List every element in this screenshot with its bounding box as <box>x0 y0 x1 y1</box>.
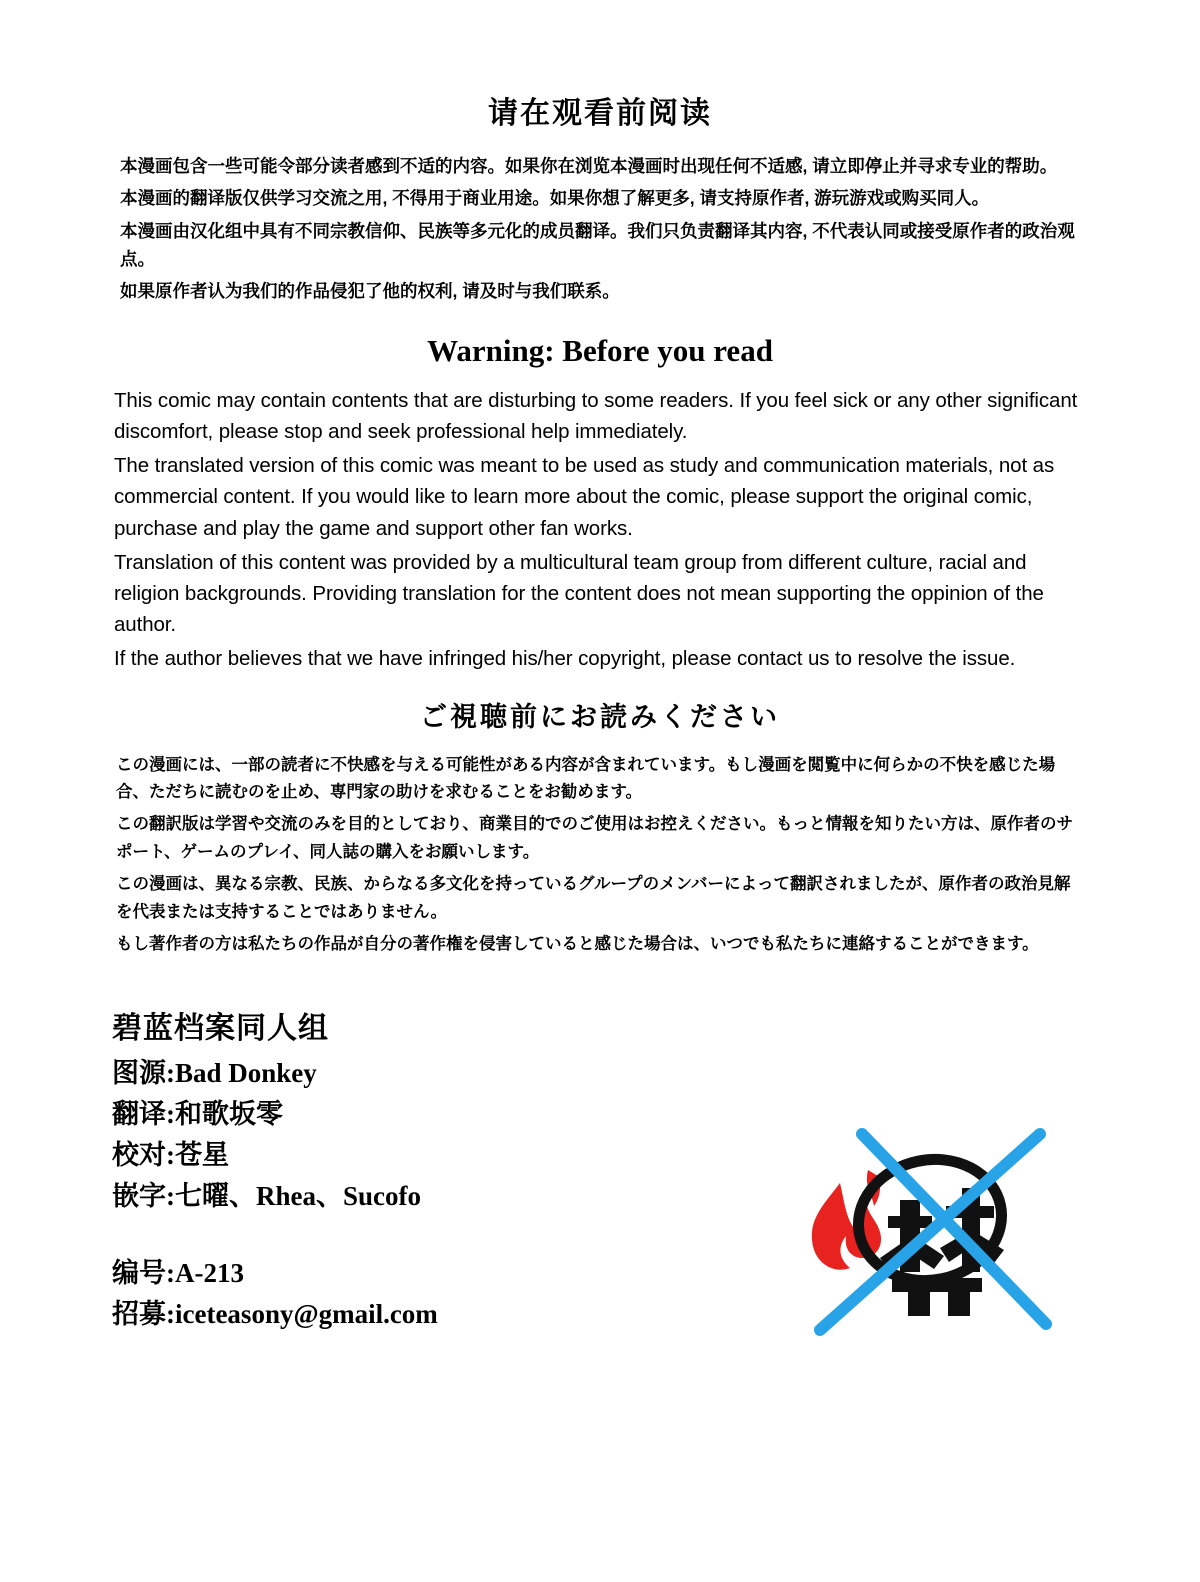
credits-translation: 翻译:和歌坂零 <box>112 1098 283 1129</box>
body-japanese <box>116 734 1084 959</box>
paragraph-en-3: Translation of this content was provided by a multicultural team group from different culture, racial and religion backgrounds. Providing translation for the content does not mean supporting the oppinion of the author. <box>114 550 1044 636</box>
credits-id: 编号:A-213 <box>112 1257 244 1288</box>
paragraph-cn-4: 如果原作者认为我们的作品侵犯了他的权利, 请及时与我们联系。 <box>120 281 620 302</box>
group-logo-icon <box>780 1108 1070 1358</box>
credits-group-name: 碧蓝档案同人组 <box>112 1012 329 1045</box>
heading-english: Warning: Before you read <box>427 332 773 368</box>
paragraph-jp-2: この翻訳版は学習や交流のみを目的としており、商業目的でのご使用はお控えください。もっと情報を知りたい方は、原作者のサポート、ゲームのプレイ、同人誌の購入をお願いします。 <box>116 815 1073 861</box>
paragraph-en-1: This comic may contain contents that are disturbing to some readers. If you feel sick or any other significant discomfort, please stop and seek professional help immediately. <box>114 388 1078 444</box>
credits-spacer <box>112 1220 752 1256</box>
paragraph-cn-2: 本漫画的翻译版仅供学习交流之用, 不得用于商业用途。如果你想了解更多, 请支持原作者, 游玩游戏或购买同人。 <box>120 188 990 209</box>
paragraph-jp-4: もし著作者の方は私たちの作品が自分の著作権を侵害していると感じた場合は、いつでも私たちに連絡することができます。 <box>116 934 1039 953</box>
heading-japanese: ご視聴前にお読みください <box>420 702 780 733</box>
paragraph-jp-1: この漫画には、一部の読者に不快感を与える可能性がある内容が含まれています。もし漫画を閲覧中に何らかの不快を感じた場合、ただちに読むのを止め、専門家の助けを求むることをお勧めます。 <box>116 755 1056 802</box>
paragraph-en-2: The translated version of this comic was meant to be used as study and communication materials, not as commercial content. If you would like to learn more about the comic, please support the original comic, purchase and play the game and support other fan works. <box>114 454 1055 540</box>
credits-block <box>112 1010 752 1338</box>
credits-recruit-email: 招募:iceteasony@gmail.com <box>112 1298 438 1329</box>
body-english <box>114 369 1086 674</box>
paragraph-cn-3: 本漫画由汉化组中具有不同宗教信仰、民族等多元化的成员翻译。我们只负责翻译其内容, 不代表认同或接受原作者的政治观点。 <box>120 220 1075 270</box>
credits-typesetting: 嵌字:七曜、Rhea、Sucofo <box>112 1180 421 1211</box>
heading-chinese: 请在观看前阅读 <box>488 97 712 130</box>
credits-proofreading: 校对:苍星 <box>112 1139 229 1170</box>
credits-source: 图源:Bad Donkey <box>112 1057 317 1088</box>
paragraph-cn-1: 本漫画包含一些可能令部分读者感到不适的内容。如果你在浏览本漫画时出现任何不适感, 请立即停止并寻求专业的帮助。 <box>120 156 1058 176</box>
group-logo <box>780 1108 1070 1358</box>
body-chinese <box>120 132 1080 306</box>
paragraph-jp-3: この漫画は、異なる宗教、民族、からなる多文化を持っているグループのメンバーによって翻訳されましたが、原作者の政治見解を代表または支持することではありません。 <box>116 875 1071 921</box>
paragraph-en-4: If the author believes that we have infringed his/her copyright, please contact us to resolve the issue. <box>114 647 1016 671</box>
